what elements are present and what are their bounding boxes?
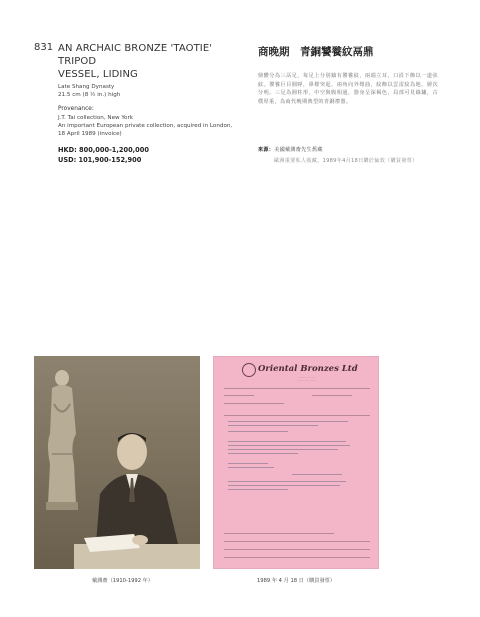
- collector-figure: [74, 416, 200, 569]
- lot-title-line2: VESSEL, LIDING: [58, 69, 138, 80]
- company-logo-icon: [242, 363, 256, 377]
- chinese-provenance-line: 歐洲重要私人收藏，1989年4月18日購於倫敦（購買發票）: [274, 158, 418, 164]
- collector-photo: [34, 356, 200, 569]
- provenance-label: Provenance:: [58, 106, 94, 113]
- lot-details: [58, 83, 243, 138]
- invoice-letterhead-address: ·········· ········· ········ ····· ········: [297, 376, 317, 383]
- chinese-description: 鼎體分為三鬲足，每足上分別鑄有饕餮紋，兩端立耳，口沿下飾以一道弦紋。饕餮巨目圓睜，鼻樑突起，兩角向外彎曲，紋飾以雲雷紋為地，層次分明。三足為圓柱形，中空與腹相通，器身呈深褐色，局部可見綠鏽，古樸厚重，為商代晚期典型的青銅禮器。: [258, 73, 438, 105]
- chinese-provenance-line: 美國戴潤齋先生舊藏: [274, 147, 323, 153]
- lot-title-line1: AN ARCHAIC BRONZE 'TAOTIE' TRIPOD: [58, 43, 213, 67]
- provenance-line: J.T. Tai collection, New York: [58, 114, 133, 121]
- invoice-document: [213, 356, 379, 569]
- provenance-line: 18 April 1989 (invoice): [58, 131, 122, 138]
- estimate-hkd: HKD: 800,000-1,200,000: [58, 146, 149, 154]
- lot-title: [58, 42, 233, 81]
- dimensions: 21.5 cm (8 ½ in.) high: [58, 92, 121, 99]
- invoice-caption: 1989 年 4 月 18 日（購買發票）: [257, 578, 336, 584]
- estimate-usd: USD: 101,900-152,900: [58, 156, 142, 164]
- dynasty: Late Shang Dynasty: [58, 84, 115, 90]
- photo-caption: 戴潤齋（1910-1992 年）: [92, 578, 154, 584]
- lot-number: 831: [34, 42, 54, 53]
- chinese-provenance-label: 來源：: [258, 147, 275, 153]
- invoice-company-name: Oriental Bronzes Ltd: [258, 364, 358, 374]
- provenance-line: An important European private collection, acquired in London,: [58, 122, 233, 129]
- chinese-title: 商晚期 青銅饕餮紋鬲鼎: [258, 46, 374, 58]
- chinese-provenance: [258, 146, 323, 153]
